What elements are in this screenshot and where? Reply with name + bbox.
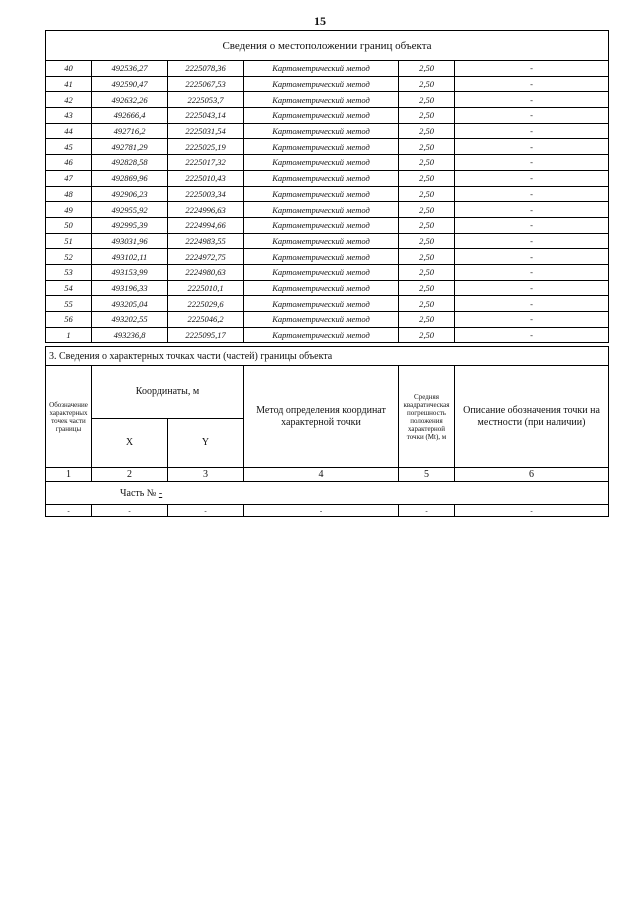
- mt-value: 2,50: [399, 312, 455, 328]
- mt-value: 2,50: [399, 92, 455, 108]
- coord-x: 493205,04: [92, 296, 168, 312]
- coord-y: 2225029,6: [168, 296, 244, 312]
- mt-value: 2,50: [399, 155, 455, 171]
- table-cell: -: [455, 505, 609, 517]
- description: -: [455, 217, 609, 233]
- coord-x: 492869,96: [92, 170, 168, 186]
- point-number: 41: [46, 76, 92, 92]
- table-cell: -: [92, 505, 168, 517]
- method: Картометрический метод: [244, 108, 399, 124]
- mt-value: 2,50: [399, 202, 455, 218]
- coord-y: 2225003,34: [168, 186, 244, 202]
- coord-y: 2225046,2: [168, 312, 244, 328]
- coord-x: 492716,2: [92, 123, 168, 139]
- coord-x: 492666,4: [92, 108, 168, 124]
- table-row: [46, 327, 609, 343]
- description: -: [455, 249, 609, 265]
- section-title-row: [46, 31, 609, 61]
- method: Картометрический метод: [244, 296, 399, 312]
- point-number: 55: [46, 296, 92, 312]
- description: -: [455, 61, 609, 77]
- table-row: [46, 155, 609, 171]
- coord-x: 492536,27: [92, 61, 168, 77]
- section3-title-row: [46, 347, 609, 366]
- table-row: [46, 61, 609, 77]
- column-number-row: [46, 468, 609, 482]
- coord-x: 493236,8: [92, 327, 168, 343]
- method: Картометрический метод: [244, 92, 399, 108]
- coord-x: 492828,58: [92, 155, 168, 171]
- method: Картометрический метод: [244, 233, 399, 249]
- point-number: 52: [46, 249, 92, 265]
- mt-value: 2,50: [399, 249, 455, 265]
- mt-value: 2,50: [399, 76, 455, 92]
- point-number: 45: [46, 139, 92, 155]
- mt-value: 2,50: [399, 327, 455, 343]
- description: -: [455, 202, 609, 218]
- method: Картометрический метод: [244, 123, 399, 139]
- coord-y: 2225031,54: [168, 123, 244, 139]
- coord-x: 492955,92: [92, 202, 168, 218]
- coord-x: 492632,26: [92, 92, 168, 108]
- table-row: [46, 202, 609, 218]
- coord-y: 2225017,32: [168, 155, 244, 171]
- column-number: 2: [92, 468, 168, 482]
- coord-x: 493202,55: [92, 312, 168, 328]
- description: -: [455, 76, 609, 92]
- table-row: [46, 233, 609, 249]
- table-row: [46, 296, 609, 312]
- coord-y: 2225095,17: [168, 327, 244, 343]
- point-number: 48: [46, 186, 92, 202]
- header-coords: Координаты, м: [92, 366, 244, 419]
- table-row: [46, 249, 609, 265]
- part-cell: [46, 482, 609, 505]
- mt-value: 2,50: [399, 186, 455, 202]
- header-row-1: [46, 366, 609, 419]
- point-number: 1: [46, 327, 92, 343]
- coord-x: 492906,23: [92, 186, 168, 202]
- header-point-label: Обозначение характерных точек части границы: [46, 366, 92, 468]
- coord-y: 2225025,19: [168, 139, 244, 155]
- point-number: 54: [46, 280, 92, 296]
- coord-y: 2225043,14: [168, 108, 244, 124]
- boundary-coordinates-table: [45, 30, 609, 343]
- mt-value: 2,50: [399, 139, 455, 155]
- table-cell: -: [399, 505, 455, 517]
- description: -: [455, 155, 609, 171]
- table-row: [46, 312, 609, 328]
- column-number: 3: [168, 468, 244, 482]
- point-number: 47: [46, 170, 92, 186]
- method: Картометрический метод: [244, 217, 399, 233]
- coord-y: 2224996,63: [168, 202, 244, 218]
- coord-x: 492995,39: [92, 217, 168, 233]
- column-number: 6: [455, 468, 609, 482]
- method: Картометрический метод: [244, 327, 399, 343]
- description: -: [455, 296, 609, 312]
- point-number: 43: [46, 108, 92, 124]
- mt-value: 2,50: [399, 217, 455, 233]
- mt-value: 2,50: [399, 170, 455, 186]
- mt-value: 2,50: [399, 280, 455, 296]
- header-desc: Описание обозначения точки на местности (при наличии): [455, 366, 609, 468]
- point-number: 42: [46, 92, 92, 108]
- method: Картометрический метод: [244, 61, 399, 77]
- coord-y: 2224972,75: [168, 249, 244, 265]
- coord-y: 2225010,43: [168, 170, 244, 186]
- coord-x: 493031,96: [92, 233, 168, 249]
- coord-y: 2225010,1: [168, 280, 244, 296]
- coord-y: 2225078,36: [168, 61, 244, 77]
- point-number: 53: [46, 264, 92, 280]
- header-method: Метод определения координат характерной точки: [244, 366, 399, 468]
- column-number: 4: [244, 468, 399, 482]
- method: Картометрический метод: [244, 170, 399, 186]
- method: Картометрический метод: [244, 280, 399, 296]
- description: -: [455, 280, 609, 296]
- table-row: [46, 92, 609, 108]
- description: -: [455, 233, 609, 249]
- point-number: 40: [46, 61, 92, 77]
- description: -: [455, 186, 609, 202]
- method: Картометрический метод: [244, 155, 399, 171]
- method: Картометрический метод: [244, 76, 399, 92]
- method: Картометрический метод: [244, 249, 399, 265]
- coord-y: 2224980,63: [168, 264, 244, 280]
- description: -: [455, 92, 609, 108]
- column-number: 1: [46, 468, 92, 482]
- table-row: [46, 170, 609, 186]
- table-cell: -: [168, 505, 244, 517]
- method: Картометрический метод: [244, 186, 399, 202]
- header-x: X: [92, 419, 168, 468]
- description: -: [455, 123, 609, 139]
- mt-value: 2,50: [399, 264, 455, 280]
- point-number: 51: [46, 233, 92, 249]
- coord-x: 493196,33: [92, 280, 168, 296]
- column-number: 5: [399, 468, 455, 482]
- table-row: [46, 217, 609, 233]
- table-row: [46, 123, 609, 139]
- part-points-table: [45, 346, 609, 517]
- table-row: [46, 186, 609, 202]
- description: -: [455, 327, 609, 343]
- table-cell: -: [244, 505, 399, 517]
- coord-y: 2225053,7: [168, 92, 244, 108]
- point-number: 46: [46, 155, 92, 171]
- page-number: 15: [314, 14, 326, 28]
- method: Картометрический метод: [244, 202, 399, 218]
- table-row: [46, 76, 609, 92]
- table-row: [46, 280, 609, 296]
- coord-x: 492781,29: [92, 139, 168, 155]
- description: -: [455, 108, 609, 124]
- table-row: [46, 139, 609, 155]
- description: -: [455, 170, 609, 186]
- coord-x: 493153,99: [92, 264, 168, 280]
- empty-point-row: [46, 505, 609, 517]
- part-label: Часть №: [120, 487, 157, 499]
- section3-title: 3. Сведения о характерных точках части (частей) границы объекта: [46, 347, 609, 366]
- header-y: Y: [168, 419, 244, 468]
- method: Картометрический метод: [244, 264, 399, 280]
- header-mt: Средняя квадратическая погрешность положения характерной точки (Мt), м: [399, 366, 455, 468]
- mt-value: 2,50: [399, 296, 455, 312]
- mt-value: 2,50: [399, 123, 455, 139]
- table-cell: -: [46, 505, 92, 517]
- point-number: 56: [46, 312, 92, 328]
- coord-y: 2225067,53: [168, 76, 244, 92]
- point-number: 49: [46, 202, 92, 218]
- coord-x: 492590,47: [92, 76, 168, 92]
- mt-value: 2,50: [399, 61, 455, 77]
- description: -: [455, 264, 609, 280]
- mt-value: 2,50: [399, 108, 455, 124]
- point-number: 50: [46, 217, 92, 233]
- section-title: Сведения о местоположении границ объекта: [46, 31, 609, 61]
- table-row: [46, 264, 609, 280]
- coord-y: 2224994,66: [168, 217, 244, 233]
- point-number: 44: [46, 123, 92, 139]
- part-value: -: [158, 487, 163, 499]
- description: -: [455, 139, 609, 155]
- method: Картометрический метод: [244, 139, 399, 155]
- coord-y: 2224983,55: [168, 233, 244, 249]
- method: Картометрический метод: [244, 312, 399, 328]
- description: -: [455, 312, 609, 328]
- table-row: [46, 108, 609, 124]
- mt-value: 2,50: [399, 233, 455, 249]
- coord-x: 493102,11: [92, 249, 168, 265]
- part-row: [46, 482, 609, 505]
